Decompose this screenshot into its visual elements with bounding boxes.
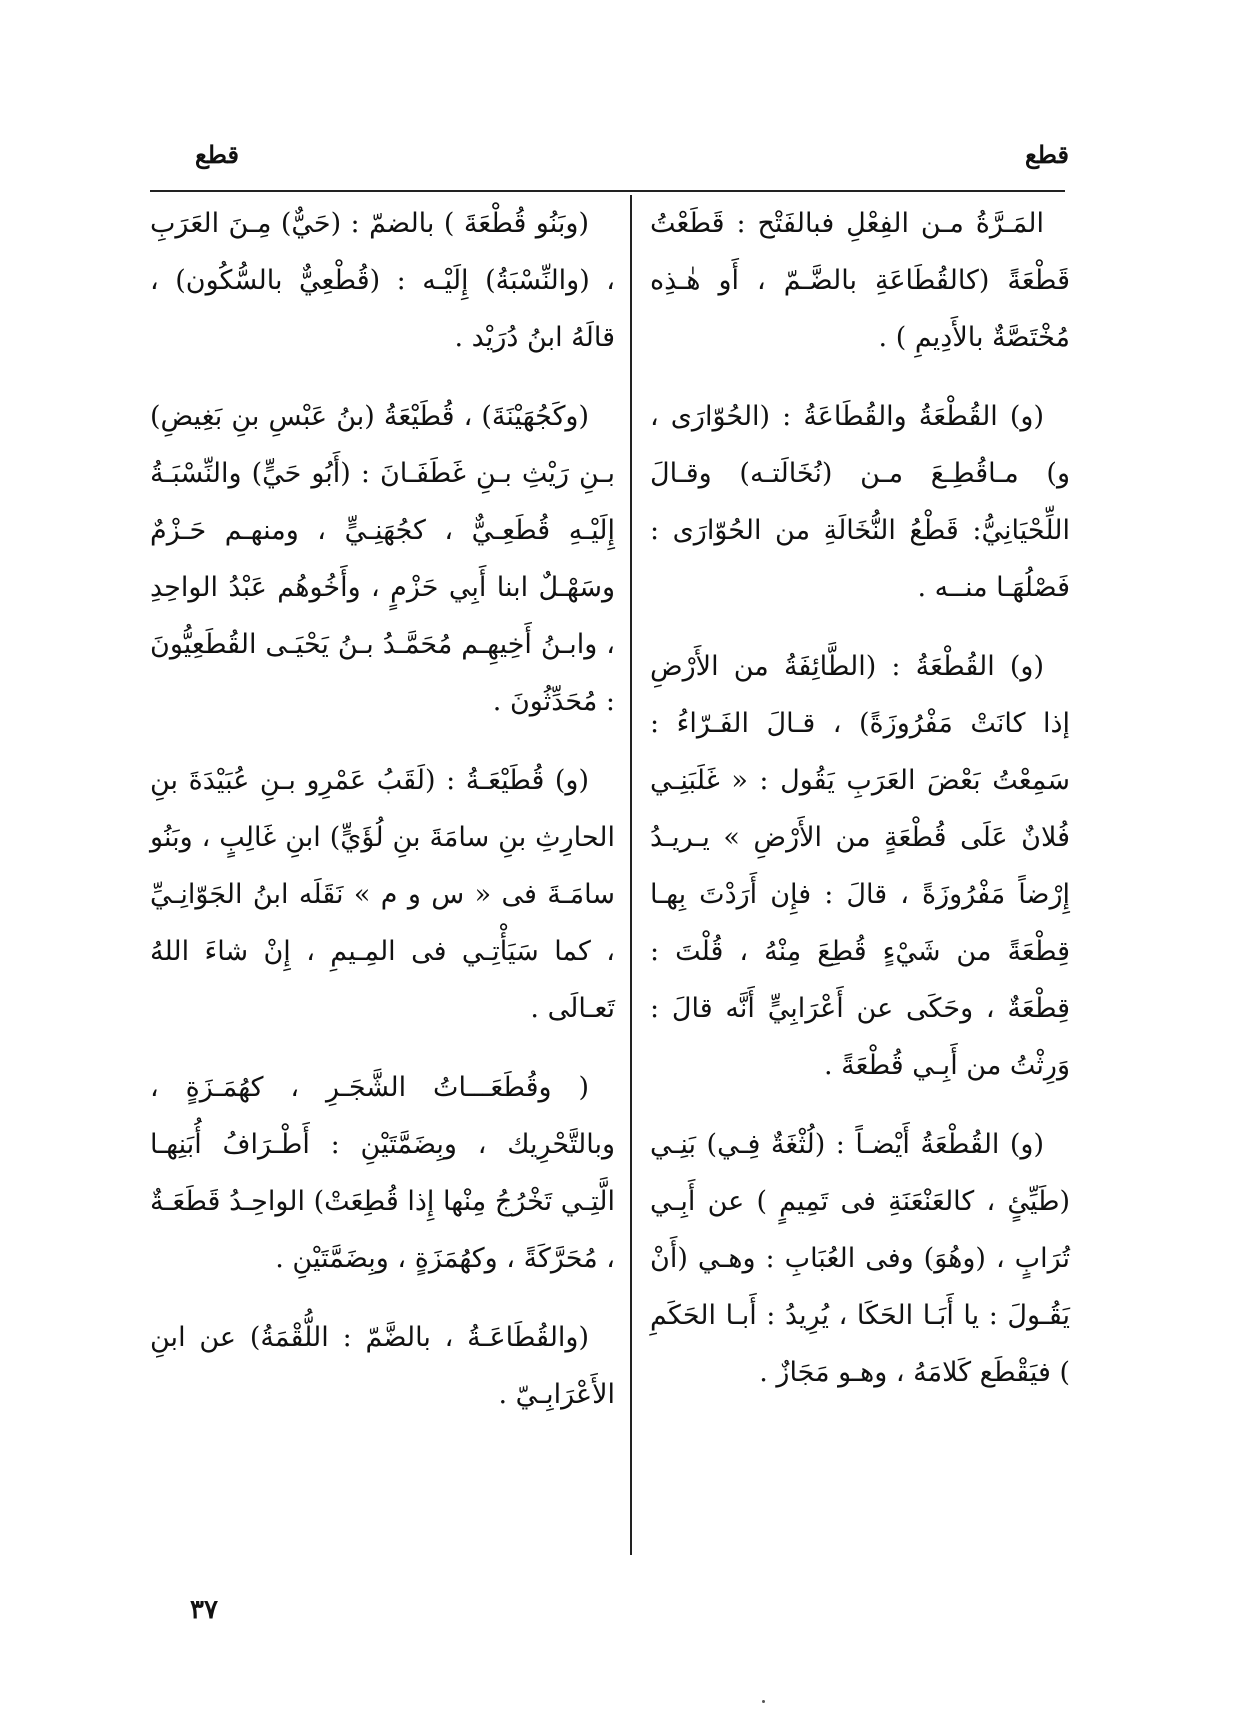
left-column <box>150 195 615 1445</box>
running-header-right: قطع <box>1025 140 1069 169</box>
scan-speck <box>762 1700 765 1703</box>
entry-paragraph: (و) القُطْعَةُ والقُطَاعَةُ : (الحُوّارَى ، و) مـاقُطِـعَ مـن (نُخَالَتـه) وقـالَ اللِّحْيَانِيُّ: قَطْعُ النُّخَالَةِ من الحُوّارَى : فَصْلُهَـا منــه . <box>650 401 1070 603</box>
entry-paragraph: (وبَنُو قُطْعَةَ ) بالضمّ : (حَيٌّ) مِـنَ العَرَبِ ، (والنِّسْبَةُ) إِلَيْـه : (قُطْعِيٌّ بالسُّكُون) ، قالَهُ ابنُ دُرَيْد . <box>150 208 615 353</box>
page-number: ٣٧ <box>190 1595 218 1625</box>
entry-paragraph: ( وقُطَعَـــاتُ الشَّجَـرِ ، كهُمَـزَةٍ ، وبالتَّحْرِيك ، وبِضَمَّتَيْنِ : أَطْـرَافُ أُبَنِهـا الَّتِـي تَخْرُجُ مِنْها إِذا قُطِعَتْ) الواحِـدُ قَطَعَـةٌ ، مُحَرَّكَةً ، وكهُمَزَةٍ ، وبِضَمَّتَيْنِ . <box>150 1072 615 1274</box>
entry-paragraph: (وكَجُهَيْنَةَ) ، قُطَيْعَةُ (بنُ عَبْسِ بنِ بَغِيضِ) بـنِ رَيْثِ بـنِ غَطَفَـانَ : (أَبُو حَيٍّ) والنِّسْبَـةُ إِلَيْـهِ قُطَعِـيٌّ ، كجُهَنِـيٍّ ، ومنهـم حَـزْمٌ وسَهْـلٌ ابنا أَبِي حَزْمٍ ، وأَخُوهُم عَبْدُ الواحِدِ ، وابـنُ أَخِيهِـم مُحَمَّـدُ بـنُ يَحْيَـى القُطَعِيُّونَ : مُحَدِّثُونَ . <box>150 401 615 717</box>
entry-paragraph: (والقُطَاعَـةُ ، بالضَّمّ : اللُّقْمَةُ) عن ابنِ الأَعْرَابِـيّ . <box>150 1322 615 1410</box>
entry-paragraph: المَـرَّةُ مـن الفِعْلِ فبالفَتْح : قَطَعْتُ قَطْعَةً (كالقُطَاعَةِ بالضَّـمّ ، أَو هٰـذِه مُخْتَصَّةٌ بالأَدِيمِ ) . <box>650 208 1070 353</box>
header-rule <box>150 190 1065 192</box>
right-column <box>650 195 1070 1423</box>
entry-paragraph: (و) قُطَيْعَـةُ : (لَقَبُ عَمْرِو بـنِ عُبَيْدَةَ بنِ الحارِثِ بنِ سامَةَ بنِ لُؤَيٍّ) ابنِ غَالِبٍ ، وبَنُو سامَـةَ فى « س و م » نَقَلَه ابنُ الجَوّانِـيِّ ، كما سَيَأْتِـي فى المِـيمِ ، إِنْ شاءَ اللهُ تَعـالَى . <box>150 765 615 1024</box>
column-divider <box>630 195 632 1555</box>
entry-paragraph: (و) القُطْعَةُ أَيْضـاً : (لُثْغَةٌ فِـي) بَنِـي (طَيِّئٍ ، كالعَنْعَنَةِ فى تَمِيمٍ ) عن أَبِـي تُرَابٍ ، (وهُوَ) وفى العُبَابِ : وهـي (أَنْ يَقُـولَ : يا أَبَـا الحَكَا ، يُرِيدُ : أَبـا الحَكَمِ ) فيَقْطَع كَلامَهُ ، وهـو مَجَازٌ . <box>650 1129 1071 1388</box>
entry-paragraph: (و) القُطْعَةُ : (الطَّائِفَةُ من الأَرْضِ إذا كانَتْ مَفْرُوزَةً) ، قـالَ الفَـرّاءُ : سَمِعْتُ بَعْضَ العَرَبِ يَقُول : « غَلَبَنِـي فُلانٌ عَلَى قُطْعَةٍ من الأَرْضِ » يـريـدُ إِرْضاً مَفْرُوزَةً ، قالَ : فإِن أَرَدْتَ بِهـا قِطْعَةً من شَيْءٍ قُطِعَ مِنْهُ ، قُلْتَ : قِطْعَةٌ ، وحَكَى عن أَعْرَابِيٍّ أَنَّه قالَ : وَرِثْتُ من أَبِـي قُطْعَةً . <box>650 651 1070 1081</box>
running-header-left: قطع <box>195 140 239 169</box>
